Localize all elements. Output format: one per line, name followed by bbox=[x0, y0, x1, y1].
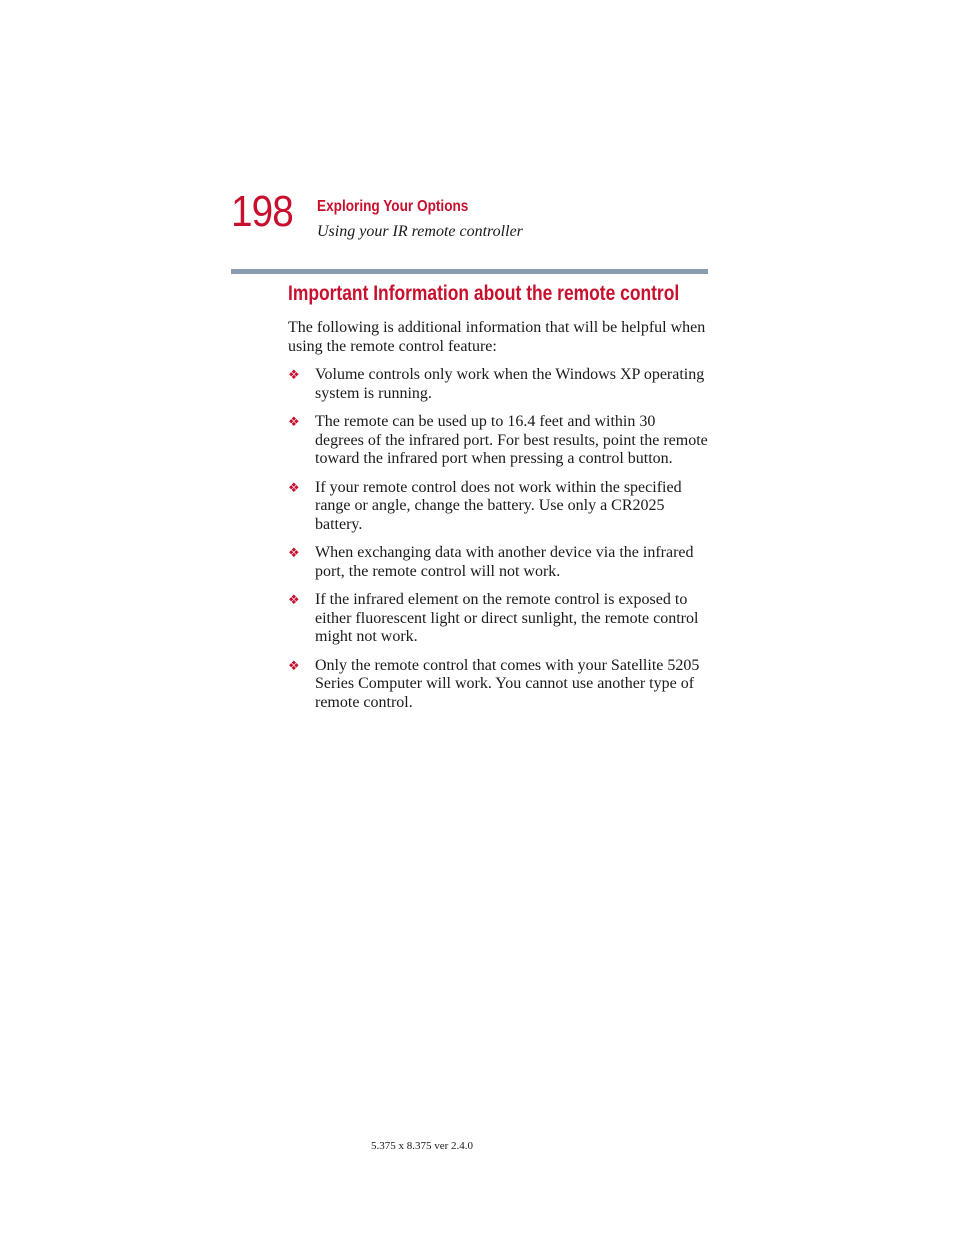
diamond-bullet-icon: ❖ bbox=[288, 479, 300, 495]
header-divider bbox=[231, 269, 708, 274]
diamond-bullet-icon: ❖ bbox=[288, 414, 300, 429]
list-item bbox=[288, 544, 708, 581]
footer-version: 5.375 x 8.375 ver 2.4.0 bbox=[371, 1140, 474, 1152]
diamond-bullet-icon: ❖ bbox=[288, 367, 300, 382]
page-number: 198 bbox=[231, 187, 293, 236]
list-item-text: If the infrared element on the remote control is exposed to either fluorescent light or direct sunlight, the remote control might not work. bbox=[315, 591, 699, 645]
diamond-bullet-icon: ❖ bbox=[288, 592, 300, 607]
list-item bbox=[288, 657, 708, 713]
section-heading: Important Information about the remote control bbox=[288, 282, 680, 305]
list-item bbox=[288, 413, 708, 469]
list-item-text: If your remote control does not work within the specified range or angle, change the battery. Use only a CR2025 battery. bbox=[315, 478, 682, 533]
diamond-bullet-icon: ❖ bbox=[288, 657, 300, 673]
list-item-text: Volume controls only work when the Windows XP operating system is running. bbox=[315, 366, 705, 402]
chapter-title: Exploring Your Options bbox=[317, 198, 469, 215]
list-item bbox=[288, 479, 708, 535]
list-item-text: The remote can be used up to 16.4 feet and within 30 degrees of the infrared port. For best results, point the remote toward the infrared port when pressing a control button. bbox=[315, 413, 708, 467]
list-item-text: When exchanging data with another device via the infrared port, the remote control will not work. bbox=[315, 544, 694, 580]
section-subtitle: Using your IR remote controller bbox=[317, 223, 523, 240]
list-item-text: Only the remote control that comes with your Satellite 5205 Series Computer will work. You cannot use another type of remote control. bbox=[315, 656, 700, 711]
diamond-bullet-icon: ❖ bbox=[288, 545, 300, 560]
bullet-list bbox=[288, 366, 708, 722]
list-item bbox=[288, 366, 708, 403]
intro-paragraph: The following is additional information that will be helpful when using the remote control feature: bbox=[288, 319, 706, 355]
list-item bbox=[288, 591, 708, 647]
